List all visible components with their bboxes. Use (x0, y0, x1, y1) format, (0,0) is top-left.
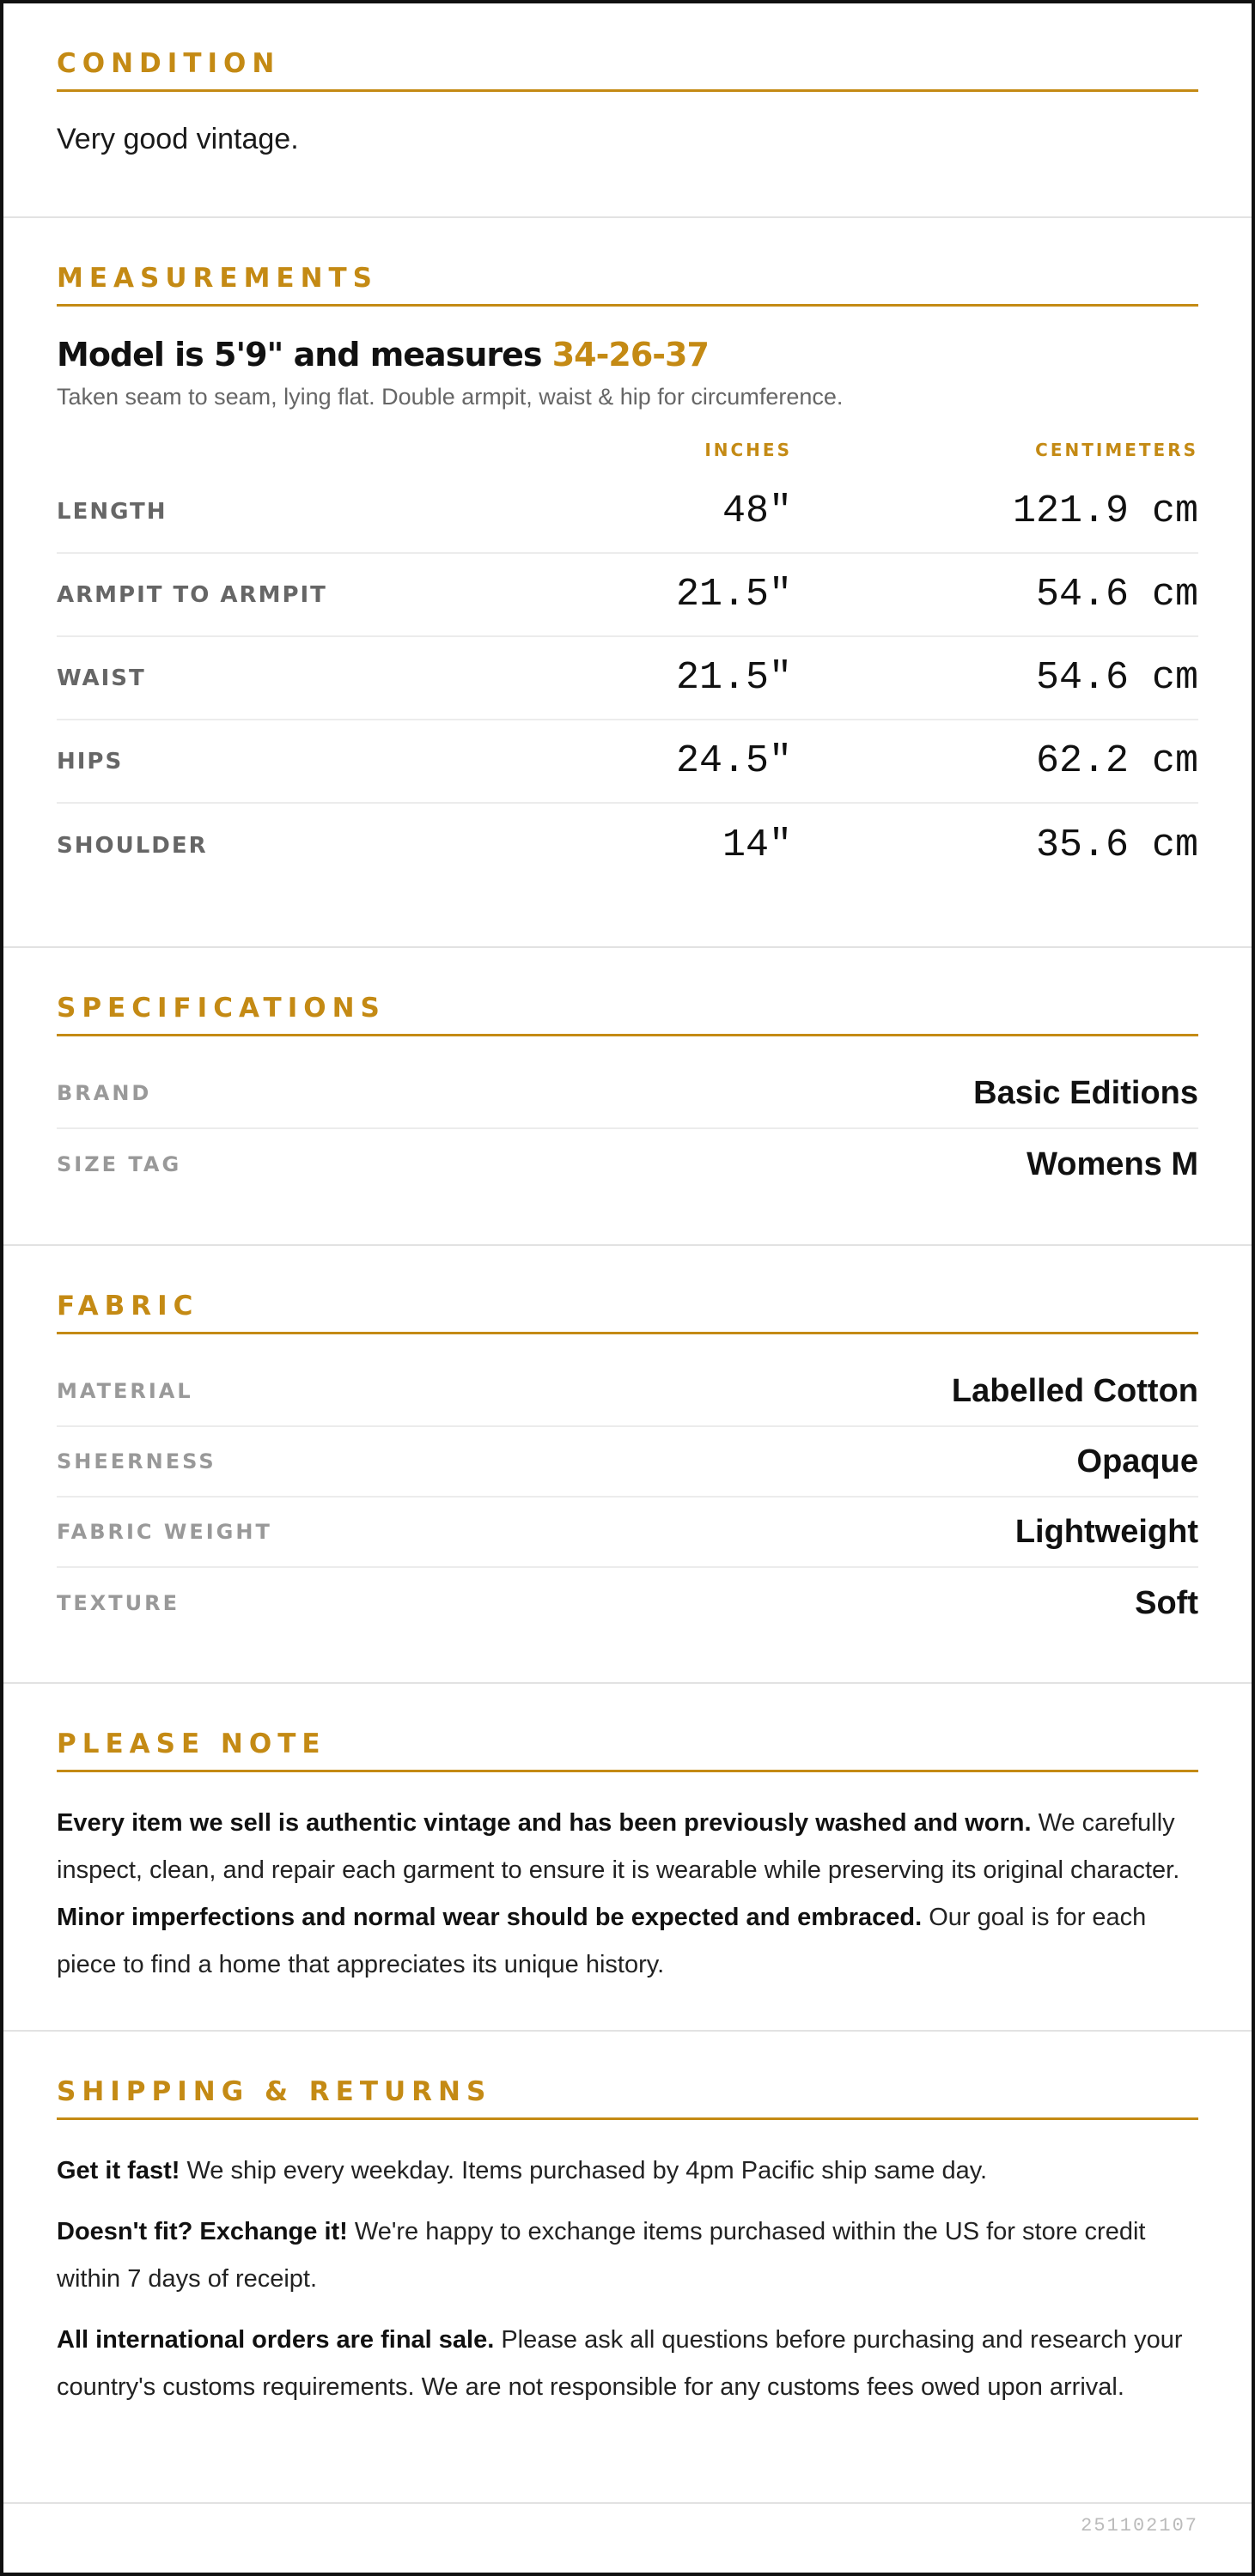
please-note-paragraph (57, 1800, 1198, 1989)
model-measures-figures: 34-26-37 (551, 336, 709, 374)
fabric-key: MATERIAL (57, 1379, 193, 1403)
measurements-heading: MEASUREMENTS (57, 263, 1198, 307)
spec-key: SIZE TAG (57, 1152, 182, 1176)
shipping-p3-bold: All international orders are final sale. (57, 2326, 495, 2354)
measurement-label: LENGTH (57, 498, 168, 525)
fabric-row (57, 1498, 1198, 1568)
shipping-p3-text: Please ask all questions before purchasing and research your country's customs requirements. We are not responsible for any customs fees owed upon arrival. (57, 2326, 1183, 2401)
note-bold-2: Minor imperfections and normal wear should be expected and embraced. (57, 1904, 923, 1931)
fabric-value: Labelled Cotton (951, 1372, 1198, 1409)
measurement-row (57, 804, 1198, 887)
fabric-heading: FABRIC (57, 1291, 1198, 1334)
spec-key: BRAND (57, 1081, 152, 1105)
spec-row (57, 1059, 1198, 1129)
shipping-p1-bold: Get it fast! (57, 2157, 180, 2184)
measurement-inches: 21.5" (675, 656, 792, 700)
col-cm-header: CENTIMETERS (1035, 440, 1198, 460)
fabric-list (57, 1357, 1198, 1638)
specifications-section (3, 948, 1252, 1246)
measurement-row (57, 554, 1198, 637)
model-measures-prefix: Model is 5'9" and measures (57, 336, 552, 374)
fabric-value: Lightweight (1014, 1513, 1198, 1550)
shipping-p2-text: We're happy to exchange items purchased within the US for store credit within 7 days of receipt. (57, 2218, 1146, 2293)
condition-heading: CONDITION (57, 48, 1198, 92)
fabric-row (57, 1427, 1198, 1498)
please-note-heading: PLEASE NOTE (57, 1728, 1198, 1772)
measurement-cm: 54.6 cm (1035, 656, 1198, 700)
product-code: 251102107 (1081, 2515, 1198, 2537)
fabric-row (57, 1568, 1198, 1638)
measurements-table-header (57, 440, 1198, 471)
shipping-paragraph-exchange (57, 2208, 1198, 2303)
fabric-section (3, 1246, 1252, 1684)
fabric-value: Soft (1135, 1584, 1198, 1621)
spec-value: Basic Editions (973, 1074, 1198, 1111)
fabric-key: SHEERNESS (57, 1449, 216, 1473)
spec-value: Womens M (1027, 1145, 1198, 1182)
measurement-label: ARMPIT TO ARMPIT (57, 581, 327, 608)
measurements-table (57, 471, 1198, 887)
col-inches-header: INCHES (704, 440, 792, 460)
measurement-inches: 24.5" (675, 739, 792, 783)
measurement-row (57, 637, 1198, 720)
measurement-cm: 35.6 cm (1035, 823, 1198, 867)
condition-text: Very good vintage. (57, 123, 299, 155)
condition-section (3, 3, 1252, 218)
shipping-paragraph-international (57, 2317, 1198, 2411)
measurement-label: HIPS (57, 748, 124, 775)
please-note-section (3, 1684, 1252, 2032)
shipping-returns-heading: SHIPPING & RETURNS (57, 2076, 1198, 2120)
measurement-label: WAIST (57, 665, 146, 691)
measurement-row (57, 720, 1198, 804)
specifications-heading: SPECIFICATIONS (57, 993, 1198, 1036)
measurements-section (3, 218, 1252, 948)
fabric-value: Opaque (1076, 1443, 1198, 1479)
measurement-cm: 121.9 cm (1012, 489, 1198, 533)
fabric-row (57, 1357, 1198, 1427)
measurement-row (57, 471, 1198, 554)
shipping-returns-section (3, 2032, 1252, 2504)
shipping-p1-text: We ship every weekday. Items purchased by 4pm Pacific ship same day. (180, 2157, 988, 2184)
measurement-cm: 62.2 cm (1035, 739, 1198, 783)
note-text-1: We carefully inspect, clean, and repair each garment to ensure it is wearable while preserving its original character. (57, 1809, 1180, 1884)
shipping-p2-bold: Doesn't fit? Exchange it! (57, 2218, 348, 2245)
measurements-subtitle: Taken seam to seam, lying flat. Double armpit, waist & hip for circumference. (57, 384, 844, 410)
measurement-inches: 14" (722, 823, 792, 867)
specifications-list (57, 1059, 1198, 1200)
fabric-key: FABRIC WEIGHT (57, 1520, 272, 1544)
note-bold-1: Every item we sell is authentic vintage and has been previously washed and worn. (57, 1809, 1032, 1837)
measurement-inches: 48" (722, 489, 792, 533)
note-text-2: Our goal is for each piece to find a home that appreciates its unique history. (57, 1904, 1147, 1978)
spec-row (57, 1129, 1198, 1200)
measurement-label: SHOULDER (57, 832, 208, 859)
measurement-cm: 54.6 cm (1035, 573, 1198, 617)
model-measures-line (57, 336, 1198, 374)
measurement-inches: 21.5" (675, 573, 792, 617)
shipping-paragraph-fast (57, 2148, 1198, 2195)
fabric-key: TEXTURE (57, 1591, 180, 1615)
